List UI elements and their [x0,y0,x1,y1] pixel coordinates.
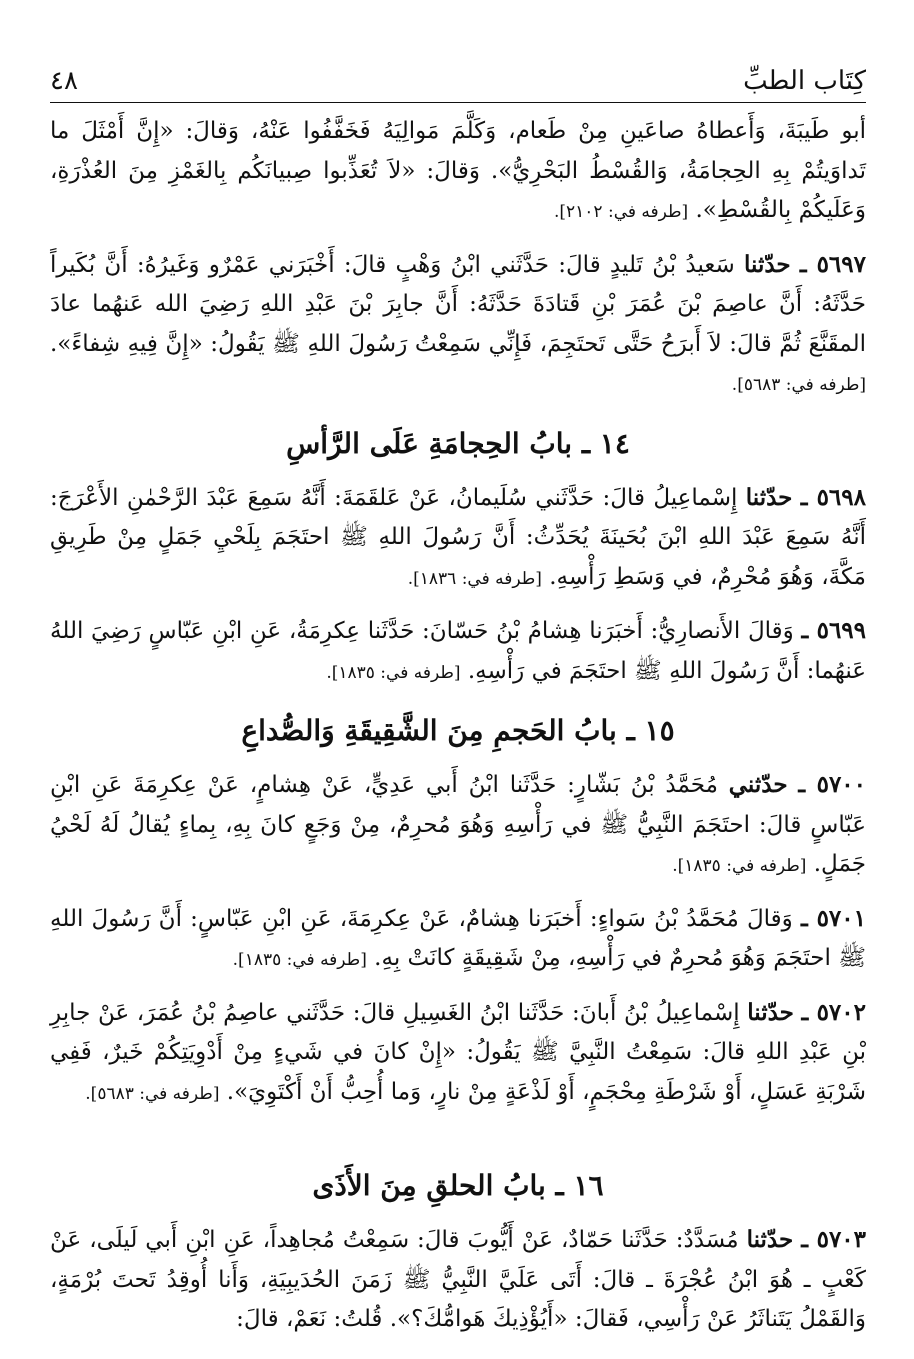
cross-reference: [طرفه في: ١٨٣٥]. [672,856,807,876]
hadith-paragraph [50,899,866,981]
narration-lead: حدّثنا [747,998,794,1026]
narration-lead: حدّثني [728,771,788,798]
hadith-paragraph [50,765,866,887]
hadith-text: إِسْماعِيلُ قالَ: حَدَّثَني سُلَيمانُ، عَنْ عَلقَمَةَ: أَنَّهُ سَمِعَ عَبْدَ الرَّحْمٰنِ الأَعْرَجَ: أَنَّهُ سَمِعَ عَبْدَ اللهِ ابْنَ بُحَينَةَ يُحَدِّثُ: أَنَّ رَسُولَ اللهِ ﷺ احتَجَمَ بِلَحْيِ جَمَلٍ مِنْ طَرِيقِ مَكَّةَ، وَهُوَ مُحْرِمٌ، في وَسَطِ رَأْسِهِ. [50,484,866,590]
hadith-number: ٥٧٠١ ـ [800,904,866,932]
hadith-text: إِسْماعِيلُ بْنُ أَبانَ: حَدَّثَنا ابْنُ الغَسِيلِ قالَ: حَدَّثَني عاصِمُ بْنُ عُمَرَ، عَنْ جابِرِ بْنِ عَبْدِ اللهِ قالَ: سَمِعْتُ النَّبِيَّ ﷺ يَقُولُ: «إِنْ كانَ في شَيءٍ مِنْ أَدْوِيَتِكُمْ خَيرٌ، فَفِي شَرْبَةِ عَسَلٍ، أَوْ شَرْطَةِ مِحْجَمٍ، أَوْ لَذْعَةٍ مِنْ نارٍ، وَما أُحِبُّ أَنْ أَكْتَوِيَ». [50,999,866,1105]
hadith-paragraph [50,993,866,1115]
narration-lead: حدّثنا [746,1226,794,1253]
cross-reference: [طرفه في: ٥٦٨٣]. [731,375,866,395]
hadith-paragraph [50,112,866,233]
chapter-heading: ١٥ ـ بابُ الحَجمِ مِنَ الشَّقِيقَةِ وَالصُّداعِ [241,714,675,747]
hadith-text: سَعيدُ بْنُ تَليدٍ قالَ: حَدَّثَني ابْنُ وَهْبٍ قالَ: أَخْبَرَني عَمْرٌو وَغَيرُهُ: أَنَّ بُكَيراً حَدَّثَهُ: أَنَّ عاصِمَ بْنَ عُمَرَ بْنِ قَتادَةَ حَدَّثَهُ: أَنَّ جابِرَ بْنَ عَبْدِ اللهِ رَضِيَ الله عَنهُما عادَ المقَنَّعَ ثُمَّ قالَ: لاَ أَبرَحُ حَتَّى تَحتَجِمَ، فَإِنِّي سَمِعْتُ رَسُولَ اللهِ ﷺ يَقُولُ: «إِنَّ فِيهِ شِفاءً». [50,251,866,357]
cross-reference: [طرفه في: ٥٦٨٣]. [85,1083,220,1104]
cross-reference: [طرفه في: ١٨٣٥]. [232,950,367,970]
hadith-paragraph [50,611,866,693]
cross-reference: [طرفه في: ١٨٣٥]. [326,662,461,683]
running-header [50,56,866,96]
hadith-number: ٥٧٠٢ ـ [801,998,866,1026]
hadith-text: مُحَمَّدُ بْنُ بَشّارٍ: حَدَّثَنا ابْنُ أَبي عَدِيٍّ، عَنْ هِشامٍ، عَنْ عِكرِمَةَ عَنِ ابْنِ عَبّاسٍ قالَ: احتَجَمَ النَّبِيُّ ﷺ في رَأْسِهِ وَهُوَ مُحرِمٌ، مِنْ وَجَعٍ كانَ بِهِ، بِماءٍ يُقالُ لَهُ لَحْيُ جَمَلٍ. [50,772,866,877]
hadith-text: وَقالَ الأَنصارِيُّ: أَخبَرَنا هِشامُ بْنُ حَسّانَ: حَدَّثَنا عِكرِمَةُ، عَنِ ابْنِ عَبّاسٍ رَضِيَ اللهُ عَنهُما: أَنَّ رَسُولَ اللهِ ﷺ احتَجَمَ في رَأْسِهِ. [50,618,866,684]
narration-lead: حدّثنا [744,250,791,278]
hadith-text: وَقالَ مُحَمَّدُ بْنُ سَواءٍ: أَخبَرَنا هِشامٌ، عَنْ عِكرِمَةَ، عَنِ ابْنِ عَبّاسٍ: أَنَّ رَسُولَ اللهِ ﷺ احتَجَمَ وَهُوَ مُحرِمٌ في رَأْسِهِ، مِنْ شَقِيقَةٍ كانَتْ بِهِ. [50,905,866,971]
chapter-heading: ١٦ ـ بابُ الحلقِ مِنَ الأَذَى [312,1169,604,1202]
book-title: كِتَاب الطبِّ [743,66,866,96]
header-divider [50,102,866,103]
chapter-heading: ١٤ ـ بابُ الحِجامَةِ عَلَى الرَّأسِ [286,426,630,460]
cross-reference: [طرفه في: ٢١٠٢]. [553,202,689,222]
spacer [50,1126,866,1148]
hadith-text: أبو طَيبَةَ، وَأَعطاهُ صاعَينِ مِنْ طَعام، وَكَلَّمَ مَوالِيَهُ فَخَفَّفُوا عَنْهُ، وَقالَ: «إِنَّ أَمْثَلَ ما تَداوَيتُمْ بِهِ الحِجامَةُ، وَالقُسْطُ البَحْرِيُّ». وَقالَ: «لاَ تُعَذِّبوا صِبيانَكُم بِالغَمْزِ مِنَ العُذْرَةِ، وَعَلَيكُمْ بِالقُسْطِ». [50,118,866,223]
page-body [50,112,866,1352]
page-number: ٤٨ [50,66,78,96]
cross-reference: [طرفه في: ١٨٣٦]. [407,568,542,589]
hadith-number: ٥٦٩٧ ـ [799,250,866,278]
hadith-text: مُسَدَّدٌ: حَدَّثَنا حَمّادٌ، عَنْ أَيُّوبَ قالَ: سَمِعْتُ مُجاهِداً، عَنِ ابْنِ أَبي لَيلَى، عَنْ كَعْبٍ ـ هُوَ ابْنُ عُجْرَةَ ـ قالَ: أَتَى عَلَيَّ النَّبِيُّ ﷺ زَمَنَ الحُدَيبِيَةِ، وَأَنا أُوقِدُ تَحتَ بُرْمَةٍ، وَالقَمْلُ يَتَناثَرُ عَنْ رَأْسِي، فَقالَ: «أَيُؤْذِيكَ هَوامُّكَ؟». قُلتُ: نَعَمْ، قالَ: [50,1227,866,1332]
hadith-paragraph [50,478,866,600]
narration-lead: حدّثنا [745,483,793,511]
hadith-number: ٥٧٠٣ ـ [801,1226,867,1253]
hadith-number: ٥٦٩٩ ـ [801,617,867,644]
hadith-paragraph [50,245,866,406]
hadith-number: ٥٦٩٨ ـ [800,483,866,511]
hadith-paragraph [50,1220,866,1340]
hadith-number: ٥٧٠٠ ـ [798,771,867,798]
